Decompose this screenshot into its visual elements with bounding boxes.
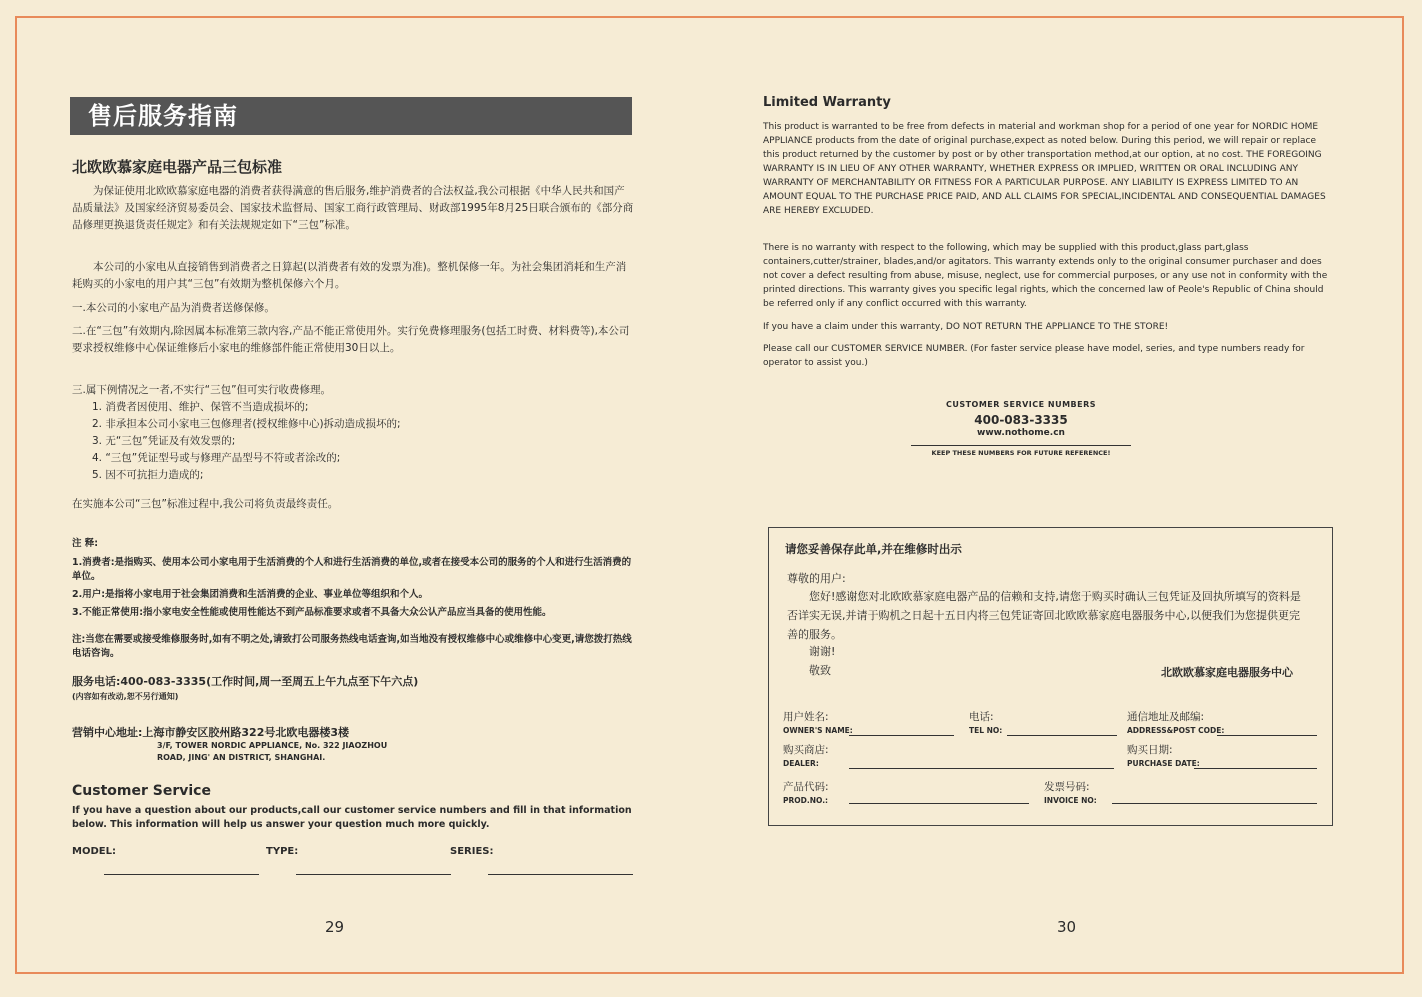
tel-label-en: TEL NO:: [969, 726, 1003, 735]
owner-name-field[interactable]: [849, 735, 954, 736]
list-item: 二.在“三包”有效期内,除因属本标准第三款内容,产品不能正常使用外。实行免费修理服务(包括工时费、材料费等),本公司要求授权维修中心保证维修后小家电的维修部件能正常使用30日以上。: [72, 325, 630, 354]
address-label-en: ADDRESS&POST CODE:: [1127, 726, 1225, 735]
invoice-field[interactable]: [1112, 803, 1317, 804]
note-item: 1.消费者:是指购买、使用本公司小家电用于生活消费的个人和进行生活消费的单位,或者在接受本公司的服务的个人和进行生活消费的单位。: [72, 557, 632, 582]
model-label: MODEL:: [72, 846, 116, 857]
card-body: 您好!感谢您对北欧欧慕家庭电器产品的信赖和支持,请您于购买时确认三包凭证及回执所填写的资料是否详实无误,并请于购机之日起十五日内将三包凭证寄回北欧欧慕家庭电器服务中心,以便我们为您提供更完善的服务。: [787, 590, 1301, 641]
website: www.nothome.cn: [977, 428, 1065, 438]
list-item: 1. 消费者因使用、维护、保管不当造成损坏的;: [92, 401, 309, 413]
note-item: 3.不能正常使用:指小家电安全性能或使用性能达不到产品标准要求或者不具备大众公认产品应当具备的使用性能。: [72, 607, 552, 618]
type-label: TYPE:: [266, 846, 299, 857]
card-title: 请您妥善保存此单,并在维修时出示: [785, 542, 962, 556]
note-extra: 注:当您在需要或接受维修服务时,如有不明之处,请致打公司服务热线电话查询,如当地没有授权维修中心或维修中心变更,请您拨打热线电话咨询。: [72, 634, 632, 659]
warranty-paragraph: This product is warranted to be free from defects in material and workman shop for a period of one year for NORDIC HOME APPLIANCE products from the date of original purchase,expect as noted below. During this period, we will repair or replace this product returned by the customer by post or by other transportation method,at our option, at no cost. THE FOREGOING WARRANTY IS IN LIEU OF ANY OTHER WARRANTY, WHETHER EXPRESS OR IMPLIED, WRITTEN OR ORAL INCLUDING ANY WARRANTY OF MERCHANTABILITY OR FITNESS FOR A PARTICULAR PURPOSE. ANY LIABILITY IS EXPRESS LIMITED TO AN AMOUNT EQUAL TO THE PURCHASE PRICE PAID, AND ALL CLAIMS FOR SPECIAL,INCIDENTAL AND CONSEQUENTIAL DAMAGES ARE HEREBY EXCLUDED.: [763, 122, 1326, 216]
owner-name-label: 用户姓名:: [783, 711, 829, 723]
product-code-label-en: PROD.NO.:: [783, 796, 829, 805]
closing-statement: 在实施本公司“三包”标准过程中,我公司将负责最终责任。: [72, 498, 339, 510]
product-code-label: 产品代码:: [783, 781, 829, 793]
purchase-date-label-en: PURCHASE DATE:: [1127, 759, 1200, 768]
list-item: 5. 因不可抗拒力造成的;: [92, 469, 204, 481]
notes-title: 注 释:: [72, 538, 99, 549]
hotline-note: (内容如有改动,恕不另行通知): [72, 692, 179, 701]
note-item: 2.用户:是指将小家电用于社会集团消费和生活消费的企业、事业单位等组织和个人。: [72, 589, 429, 600]
list-item: 一.本公司的小家电产品为消费者送修保修。: [72, 302, 275, 314]
purchase-date-label: 购买日期:: [1127, 744, 1173, 756]
service-hotline: 服务电话:400-083-3335(工作时间,周一至周五上午九点至下午六点): [72, 675, 419, 688]
card-greeting: 尊敬的用户:: [787, 572, 846, 585]
invoice-label-en: INVOICE NO:: [1044, 796, 1097, 805]
page-number: 30: [1057, 918, 1077, 936]
card-thanks: 谢谢!: [809, 645, 836, 658]
warranty-paragraph: There is no warranty with respect to the following, which may be supplied with this product,glass part,glass containers,cutter/strainer, blades,and/or agitators. This warranty extends only to the original consumer purchaser and does not cover a defect resulting from abuse, misuse, neglect, use for commercial purposes, or any use not in conformity with the printed directions. This warranty gives you specific legal rights, which the concerned law of Peole's Republic of China should be referred only if any conflict occurred with this warranty.: [763, 243, 1328, 309]
warranty-paragraph: Please call our CUSTOMER SERVICE NUMBER. (For faster service please have model, series, and type numbers ready for operator to assist you.): [763, 344, 1305, 368]
model-field[interactable]: [104, 874, 259, 875]
card-regards: 敬致: [809, 664, 831, 677]
purchase-date-field[interactable]: [1194, 768, 1317, 769]
warranty-card: [768, 527, 1333, 826]
tel-field[interactable]: [1007, 735, 1117, 736]
keep-note: KEEP THESE NUMBERS FOR FUTURE REFERENCE!: [931, 449, 1111, 457]
warranty-paragraph: If you have a claim under this warranty, DO NOT RETURN THE APPLIANCE TO THE STORE!: [763, 322, 1169, 332]
page-number: 29: [325, 918, 345, 936]
type-field[interactable]: [296, 874, 451, 875]
address-en: 3/F, TOWER NORDIC APPLIANCE, No. 322 JIAOZHOU ROAD, JING' AN DISTRICT, SHANGHAI.: [157, 741, 388, 762]
card-signature: 北欧欧慕家庭电器服务中心: [1161, 666, 1293, 679]
address-field[interactable]: [1217, 735, 1317, 736]
dealer-label: 购买商店:: [783, 744, 829, 756]
product-code-field[interactable]: [849, 803, 1029, 804]
address-cn: 营销中心地址:上海市静安区胶州路322号北欧电器楼3楼: [72, 726, 350, 739]
right-page: [711, 0, 1422, 997]
warranty-title: Limited Warranty: [763, 95, 891, 110]
intro-paragraph: 为保证使用北欧欧慕家庭电器的消费者获得满意的售后服务,维护消费者的合法权益,我公司根据《中华人民共和国产品质量法》及国家经济贸易委员会、国家技术监督局、国家工商行政管理局、财政部1995年8月25日联合颁布的《部分商品修理更换退货责任规定》和有关法规规定如下“三包”标准。: [72, 185, 634, 231]
phone-number: 400-083-3335: [974, 413, 1068, 427]
list-item: 4. “三包”凭证型号或与修理产品型号不符或者涂改的;: [92, 452, 341, 464]
section-subtitle: 北欧欧慕家庭电器产品三包标准: [72, 158, 283, 176]
series-field[interactable]: [488, 874, 633, 875]
cs-numbers-label: CUSTOMER SERVICE NUMBERS: [945, 400, 1097, 409]
tel-label: 电话:: [969, 711, 994, 723]
dealer-label-en: DEALER:: [783, 759, 819, 768]
customer-service-text: If you have a question about our products,call our customer service numbers and fill in that information below. This information will help us answer your question much more quickly.: [72, 805, 632, 830]
warranty-period-paragraph: 本公司的小家电从直接销售到消费者之日算起(以消费者有效的发票为准)。整机保修一年。为社会集团消耗和生产消耗购买的小家电的用户其“三包”有效期为整机保修六个月。: [72, 261, 627, 290]
page-title: 售后服务指南: [70, 97, 632, 135]
invoice-label: 发票号码:: [1044, 781, 1090, 793]
list-item: 三.属下例情况之一者,不实行“三包”但可实行收费修理。: [72, 384, 332, 396]
dealer-field[interactable]: [849, 768, 1114, 769]
list-item: 2. 非承担本公司小家电三包修理者(授权维修中心)拆动造成损坏的;: [92, 418, 401, 430]
series-label: SERIES:: [450, 846, 494, 857]
customer-service-title: Customer Service: [72, 783, 211, 799]
owner-name-label-en: OWNER'S NAME:: [783, 726, 853, 735]
address-label: 通信地址及邮编:: [1127, 711, 1205, 723]
customer-service-block: [911, 400, 1131, 457]
list-item: 3. 无“三包”凭证及有效发票的;: [92, 435, 236, 447]
